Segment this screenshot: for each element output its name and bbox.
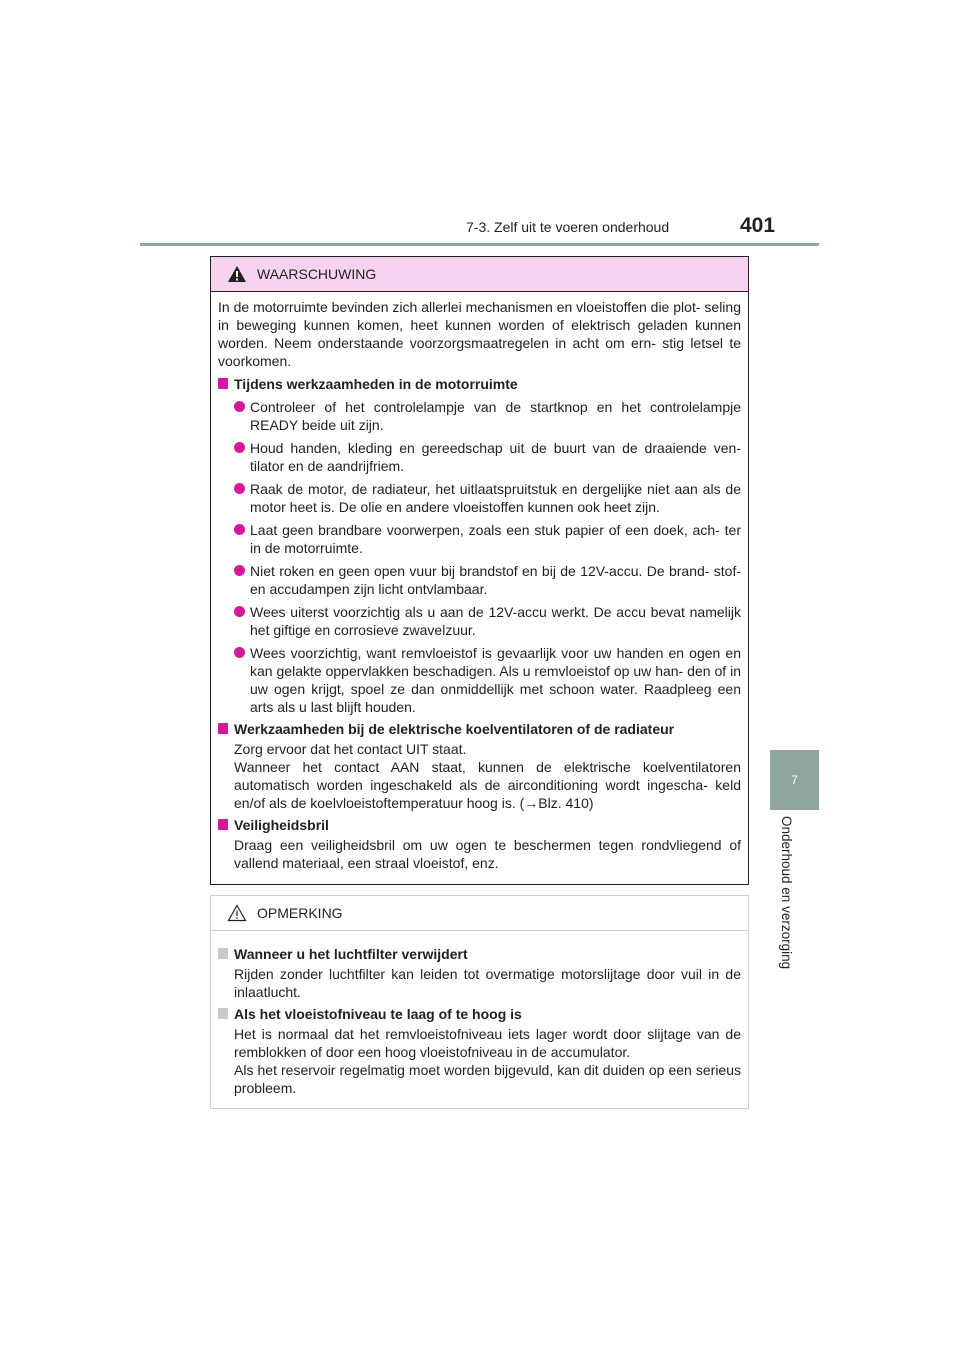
section-text: Rijden zonder luchtfilter kan leiden tot overmatige motorslijtage door vuil in de inlaatlucht. — [234, 966, 741, 1000]
caution-outline-icon — [227, 904, 247, 922]
warning-section-fans — [218, 720, 741, 812]
round-bullet-icon — [234, 524, 245, 535]
list-item: Houd handen, kleding en gereedschap uit de buurt van de draaiende ven- tilator en de aandrijfriem. — [218, 439, 741, 475]
note-box — [210, 895, 749, 1109]
section-text: Als het reservoir regelmatig moet worden bijgevuld, kan dit duiden op een serieus probleem. — [234, 1062, 741, 1096]
section-heading: Veiligheidsbril — [234, 817, 329, 833]
round-bullet-icon — [234, 483, 245, 494]
chapter-tab — [770, 750, 819, 810]
square-bullet-icon — [218, 948, 228, 959]
note-section-air-filter — [218, 945, 741, 1001]
round-bullet-icon — [234, 401, 245, 412]
page-number: 401 — [740, 214, 776, 237]
chapter-number: 7 — [791, 773, 798, 787]
square-bullet-icon — [218, 1008, 228, 1019]
section-title: 7-3. Zelf uit te voeren onderhoud — [466, 219, 670, 235]
warning-intro: In de motorruimte bevinden zich allerlei mechanismen en vloeistoffen die plot- seling in beweging kunnen komen, heet kunnen worden of elektrisch geladen kunnen worden. Neem onderstaande voorzorgsmaatregelen in acht om ern- stig letsel te voorkomen. — [218, 299, 741, 369]
chapter-title: Onderhoud en verzorging — [779, 816, 794, 970]
warning-box — [210, 256, 749, 885]
section-text: Zorg ervoor dat het contact UIT staat. — [234, 741, 467, 757]
list-item: Wees uiterst voorzichtig als u aan de 12V-accu werkt. De accu bevat namelijk het giftige en corrosieve zwavelzuur. — [218, 603, 741, 639]
list-item: Wees voorzichtig, want remvloeistof is gevaarlijk voor uw handen en ogen en kan gelakte oppervlakken beschadigen. Als u remvloeistof op uw han- den of in uw ogen krijgt, spoel ze dan onmiddellijk met schoon water. Raadpleeg een arts als u last blijft houden. — [218, 644, 741, 716]
section-text: Wanneer het contact AAN staat, kunnen de elektrische koelventilatoren automatisch worden ingeschakeld als de airconditioning wordt ingescha- keld en/of als de koelvloeistoftemperatuur hoog is. (→Blz. 410) — [234, 759, 741, 811]
warning-section-engine-bay — [218, 375, 741, 716]
square-bullet-icon — [218, 378, 228, 389]
note-section-fluid-level — [218, 1005, 741, 1097]
header-divider — [140, 243, 819, 246]
round-bullet-icon — [234, 442, 245, 453]
list-item: Laat geen brandbare voorwerpen, zoals een stuk papier of een doek, ach- ter in de motorruimte. — [218, 521, 741, 557]
note-header — [211, 896, 748, 931]
section-heading: Wanneer u het luchtfilter verwijdert — [234, 946, 468, 962]
warning-header — [211, 257, 748, 292]
note-title: OPMERKING — [257, 905, 343, 921]
section-heading: Tijdens werkzaamheden in de motorruimte — [234, 376, 518, 392]
list-item: Raak de motor, de radiateur, het uitlaatspruitstuk en dergelijke niet aan als de motor heet is. De olie en andere vloeistoffen kunnen ook heet zijn. — [218, 480, 741, 516]
round-bullet-icon — [234, 647, 245, 658]
section-heading: Werkzaamheden bij de elektrische koelventilatoren of de radiateur — [234, 721, 675, 737]
round-bullet-icon — [234, 606, 245, 617]
section-text: Draag een veiligheidsbril om uw ogen te beschermen tegen rondvliegend of vallend materiaal, een straal vloeistof, enz. — [234, 837, 741, 871]
square-bullet-icon — [218, 819, 228, 830]
section-heading: Als het vloeistofniveau te laag of te hoog is — [234, 1006, 522, 1022]
section-text: Het is normaal dat het remvloeistofniveau iets lager wordt door slijtage van de remblokken of door een hoog vloeistofniveau in de accumulator. — [234, 1026, 741, 1060]
warning-section-goggles — [218, 816, 741, 872]
warning-body — [211, 292, 748, 872]
warning-triangle-icon — [227, 265, 247, 283]
list-item: Niet roken en geen open vuur bij brandstof en bij de 12V-accu. De brand- stof- en accudampen zijn licht ontvlambaar. — [218, 562, 741, 598]
list-item: Controleer of het controlelampje van de startknop en het controlelampje READY beide uit zijn. — [218, 398, 741, 434]
round-bullet-icon — [234, 565, 245, 576]
square-bullet-icon — [218, 723, 228, 734]
warning-title: WAARSCHUWING — [257, 266, 377, 282]
note-body — [211, 931, 748, 1097]
